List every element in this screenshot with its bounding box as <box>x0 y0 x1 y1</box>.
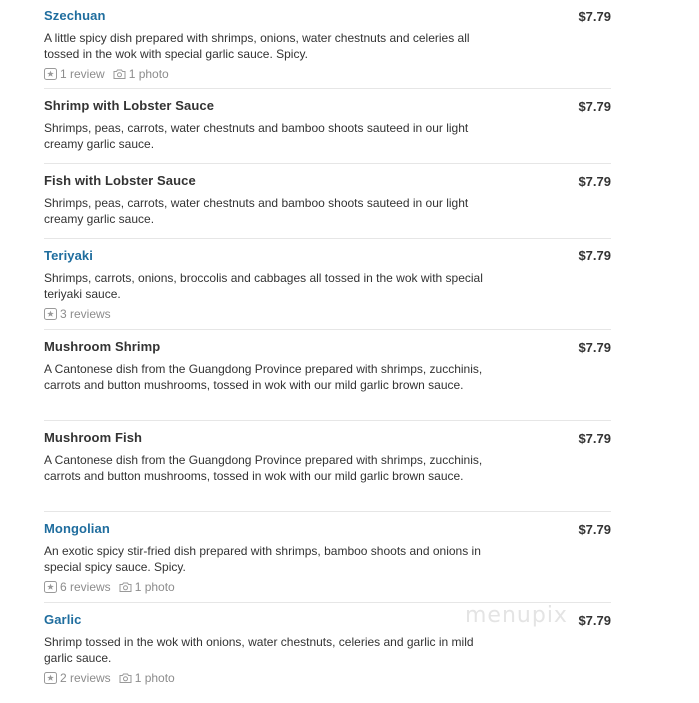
reviews-count: 1 review <box>60 67 105 81</box>
menu-list <box>44 0 611 703</box>
menu-item-meta <box>44 580 183 594</box>
reviews-link[interactable] <box>44 671 111 685</box>
menu-item-price: $7.79 <box>578 431 611 446</box>
menu-item-description: A little spicy dish prepared with shrimps, onions, water chestnuts and celeries all tossed in the wok with special garlic sauce. Spicy. <box>44 31 470 61</box>
photos-count: 1 photo <box>128 67 169 81</box>
reviews-count: 6 reviews <box>60 580 111 594</box>
menu-item-title-link[interactable]: Teriyaki <box>44 248 93 263</box>
menu-item-description: Shrimps, peas, carrots, water chestnuts and bamboo shoots sauteed in our light creamy garlic sauce. <box>44 121 469 151</box>
photos-link[interactable] <box>113 67 169 81</box>
camera-icon <box>113 68 126 80</box>
menu-item-description: Shrimp tossed in the wok with onions, water chestnuts, celeries and garlic in mild garlic sauce. <box>44 635 474 665</box>
reviews-link[interactable] <box>44 67 105 81</box>
watermark-logo: menupix <box>465 603 568 628</box>
menu-item-title-link[interactable]: Garlic <box>44 612 82 627</box>
menu-item-description: An exotic spicy stir-fried dish prepared with shrimps, bamboo shoots and onions in special spicy sauce. Spicy. <box>44 544 481 574</box>
menu-item-description: A Cantonese dish from the Guangdong Province prepared with shrimps, zucchinis, carrots and button mushrooms, tossed in wok with our mild garlic brown sauce. <box>44 362 483 392</box>
menu-item-price: $7.79 <box>578 340 611 355</box>
menu-item-title: Shrimp with Lobster Sauce <box>44 98 215 113</box>
menu-item-description: A Cantonese dish from the Guangdong Province prepared with shrimps, zucchinis, carrots and button mushrooms, tossed in wok with our mild garlic brown sauce. <box>44 453 483 483</box>
menu-item-title-link[interactable]: Mongolian <box>44 521 110 536</box>
menu-item <box>44 164 611 239</box>
photos-count: 1 photo <box>134 671 175 685</box>
menu-item-price: $7.79 <box>578 174 611 189</box>
menu-item-title: Mushroom Fish <box>44 430 143 445</box>
menu-item <box>44 89 611 164</box>
menu-item-price: $7.79 <box>578 248 611 263</box>
photos-link[interactable] <box>119 580 175 594</box>
menu-item-meta <box>44 307 119 321</box>
menu-item-title: Fish with Lobster Sauce <box>44 173 196 188</box>
reviews-count: 3 reviews <box>60 307 111 321</box>
menu-item-price: $7.79 <box>578 9 611 24</box>
star-review-icon <box>44 68 57 80</box>
menu-item-meta <box>44 67 177 81</box>
star-review-icon <box>44 672 57 684</box>
star-review-icon <box>44 581 57 593</box>
menu-item-meta <box>44 671 183 685</box>
menu-item <box>44 421 611 512</box>
camera-icon <box>119 672 132 684</box>
photos-count: 1 photo <box>134 580 175 594</box>
reviews-link[interactable] <box>44 307 111 321</box>
menu-item-description: Shrimps, peas, carrots, water chestnuts and bamboo shoots sauteed in our light creamy garlic sauce. <box>44 196 469 226</box>
camera-icon <box>119 581 132 593</box>
reviews-link[interactable] <box>44 580 111 594</box>
reviews-count: 2 reviews <box>60 671 111 685</box>
menu-item-description: Shrimps, carrots, onions, broccolis and cabbages all tossed in the wok with special teriyaki sauce. <box>44 271 483 301</box>
menu-item-price: $7.79 <box>578 99 611 114</box>
menu-item-price: $7.79 <box>578 522 611 537</box>
menu-item <box>44 0 611 89</box>
menu-item <box>44 330 611 421</box>
photos-link[interactable] <box>119 671 175 685</box>
menu-item <box>44 512 611 603</box>
menu-item-title: Mushroom Shrimp <box>44 339 161 354</box>
star-review-icon <box>44 308 57 320</box>
menu-item-price: $7.79 <box>578 613 611 628</box>
menu-item-title-link[interactable]: Szechuan <box>44 8 106 23</box>
menu-item <box>44 239 611 330</box>
